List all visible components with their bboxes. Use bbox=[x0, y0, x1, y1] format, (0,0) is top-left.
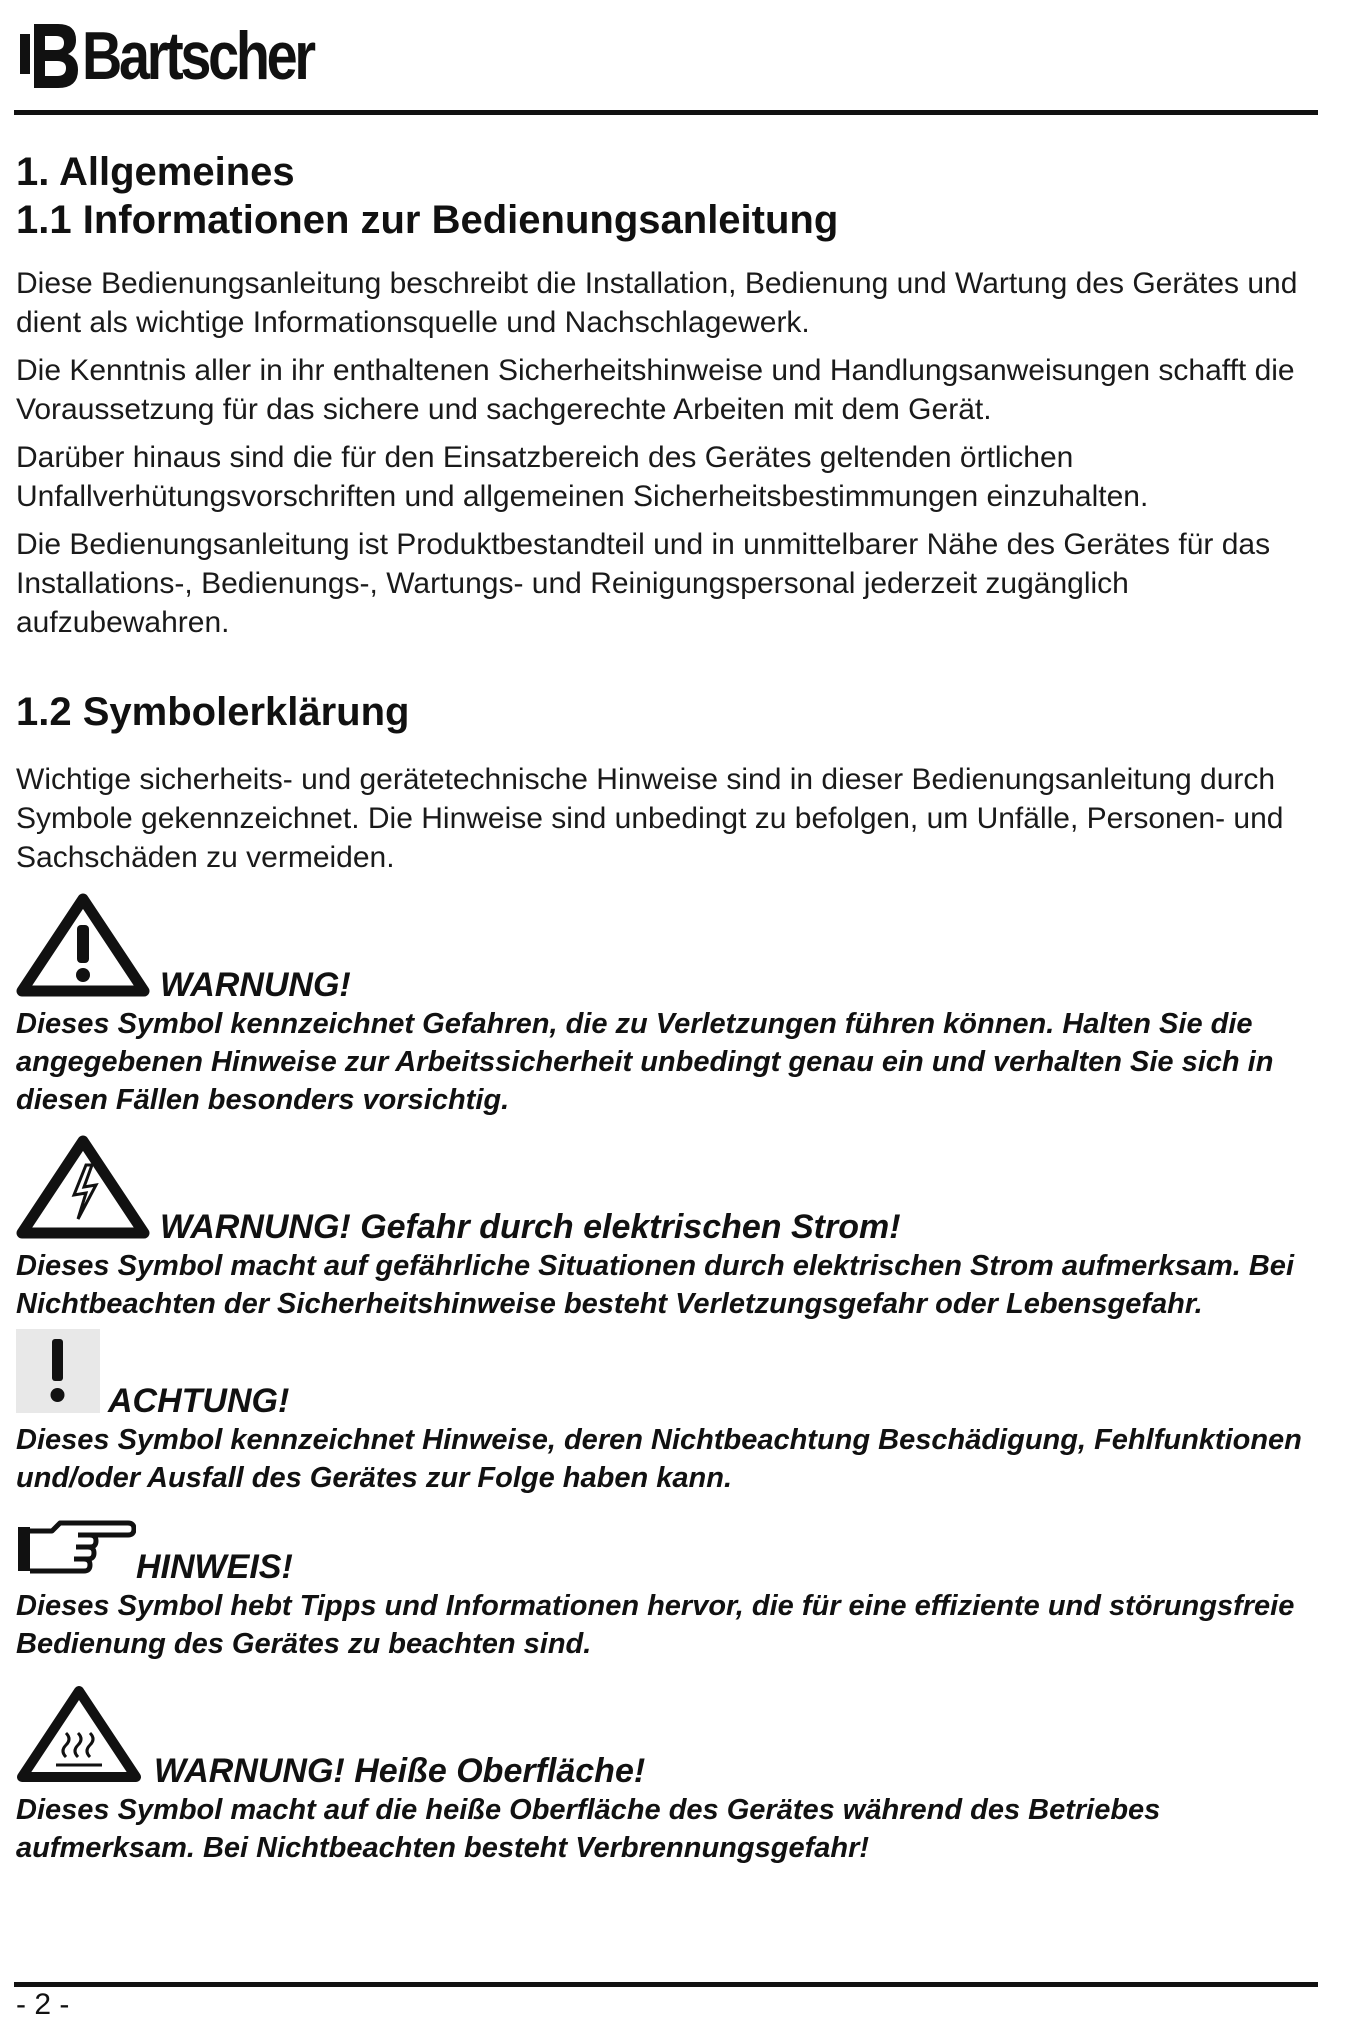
symbol-hot-surface bbox=[16, 1685, 1336, 1867]
section-heading: 1. Allgemeines bbox=[16, 150, 295, 194]
document-body bbox=[16, 148, 1336, 1867]
pointing-hand-icon bbox=[16, 1517, 136, 1579]
symbol-electric bbox=[16, 1135, 1336, 1323]
electric-hazard-icon bbox=[16, 1135, 150, 1241]
symbol-title: WARNUNG! Heiße Oberfläche! bbox=[154, 1752, 646, 1790]
warning-triangle-icon bbox=[16, 893, 150, 999]
brand-logo bbox=[18, 10, 364, 102]
header-rule bbox=[14, 110, 1318, 115]
logo-wordmark: Bartscher bbox=[82, 18, 313, 94]
symbol-title: WARNUNG! bbox=[160, 966, 351, 1004]
symbol-warning bbox=[16, 893, 1336, 1119]
hot-surface-icon bbox=[16, 1685, 142, 1785]
symbol-description: Dieses Symbol macht auf die heiße Oberfläche des Gerätes während des Betriebes aufmerksam. Bei Nichtbeachten besteht Verbrennungsgefahr! bbox=[16, 1794, 1161, 1864]
paragraph: Die Kenntnis aller in ihr enthaltenen Sicherheitshinweise und Handlungsanweisungen schafft die Voraussetzung für das sichere und sachgerechte Arbeiten mit dem Gerät. bbox=[16, 354, 1295, 426]
symbol-description: Dieses Symbol kennzeichnet Gefahren, die zu Verletzungen führen können. Halten Sie die angegebenen Hinweise zur Arbeitssicherheit unbedingt genau ein und verhalten Sie sich in diesen Fällen besonders vorsichtig. bbox=[16, 1008, 1274, 1116]
logo-b-icon bbox=[18, 20, 80, 92]
symbol-attention bbox=[16, 1329, 1336, 1497]
symbol-title: WARNUNG! Gefahr durch elektrischen Strom! bbox=[160, 1208, 901, 1246]
symbol-title: ACHTUNG! bbox=[108, 1382, 290, 1420]
symbol-description: Dieses Symbol hebt Tipps und Informationen hervor, die für eine effiziente und störungsfreie Bedienung des Gerätes zu beachten sind. bbox=[16, 1590, 1295, 1660]
symbol-title: HINWEIS! bbox=[136, 1548, 293, 1586]
exclamation-icon bbox=[16, 1329, 100, 1413]
symbol-hint bbox=[16, 1517, 1336, 1663]
paragraph: Die Bedienungsanleitung ist Produktbestandteil und in unmittelbarer Nähe des Gerätes für das Installations-, Bedienungs-, Wartungs- und Reinigungspersonal jederzeit zugänglich aufzubewahren. bbox=[16, 528, 1271, 639]
footer-rule bbox=[14, 1982, 1318, 1987]
paragraph: Darüber hinaus sind die für den Einsatzbereich des Gerätes geltenden örtlichen Unfallverhütungsvorschriften und allgemeinen Sicherheitsbestimmungen einzuhalten. bbox=[16, 441, 1149, 513]
symbol-description: Dieses Symbol macht auf gefährliche Situationen durch elektrischen Strom aufmerksam. Bei Nichtbeachten der Sicherheitshinweise besteht Verletzungsgefahr oder Lebensgefahr. bbox=[16, 1250, 1294, 1320]
section-subheading: 1.1 Informationen zur Bedienungsanleitung bbox=[16, 198, 839, 242]
symbol-section-heading: 1.2 Symbolerklärung bbox=[16, 690, 410, 734]
page-number: - 2 - bbox=[16, 1988, 70, 2021]
symbol-intro: Wichtige sicherheits- und gerätetechnische Hinweise sind in dieser Bedienungsanleitung durch Symbole gekennzeichnet. Die Hinweise sind unbedingt zu befolgen, um Unfälle, Personen- und Sachschäden zu vermeiden. bbox=[16, 763, 1284, 874]
symbol-description: Dieses Symbol kennzeichnet Hinweise, deren Nichtbeachtung Beschädigung, Fehlfunktionen und/oder Ausfall des Gerätes zur Folge haben kann. bbox=[16, 1424, 1302, 1494]
paragraph: Diese Bedienungsanleitung beschreibt die Installation, Bedienung und Wartung des Gerätes und dient als wichtige Informationsquelle und Nachschlagewerk. bbox=[16, 267, 1298, 339]
